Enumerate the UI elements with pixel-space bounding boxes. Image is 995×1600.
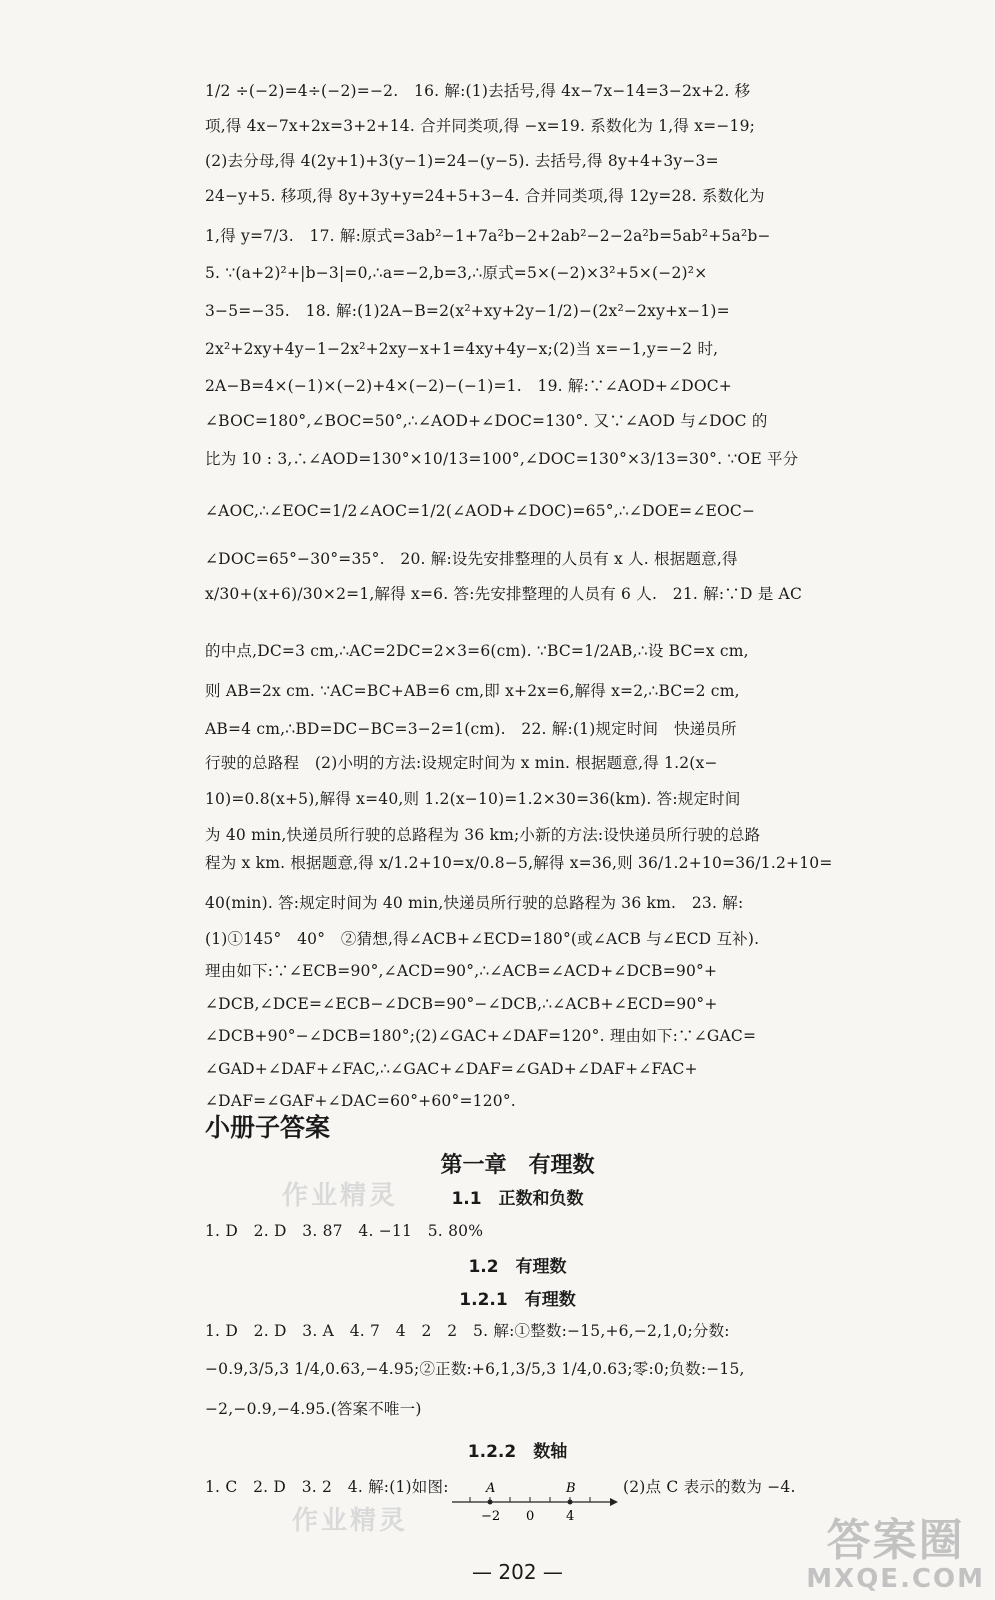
tick-label-neg2: −2 — [481, 1509, 501, 1524]
point-a — [488, 1500, 493, 1505]
tick-label-0: 0 — [526, 1509, 535, 1524]
answer-line: (2)去分母,得 4(2y+1)+3(y−1)=24−(y−5). 去括号,得 8y+4+3y−3= — [205, 152, 719, 170]
answer-line: 5. ∵(a+2)²+|b−3|=0,∴a=−2,b=3,∴原式=5×(−2)×3²+5×(−2)²× — [205, 264, 708, 282]
answer-line: ∠BOC=180°,∠BOC=50°,∴∠AOD+∠DOC=130°. 又∵∠AOD 与∠DOC 的 — [205, 412, 768, 430]
answer-line: 3−5=−35. 18. 解:(1)2A−B=2(x²+xy+2y−1/2)−(2x²−2xy+x−1)= — [205, 302, 730, 320]
answer-line: ∠DOC=65°−30°=35°. 20. 解:设先安排整理的人员有 x 人. 根据题意,得 — [205, 550, 738, 568]
answers-1-2-2-left: 1. C 2. D 3. 2 4. 解:(1)如图: — [205, 1478, 449, 1496]
answer-line: 比为 10 : 3,∴∠AOD=130°×10/13=100°,∠DOC=130°×3/13=30°. ∵OE 平分 — [205, 450, 799, 468]
answer-line: 10)=0.8(x+5),解得 x=40,则 1.2(x−10)=1.2×30=36(km). 答:规定时间 — [205, 790, 741, 808]
answer-line: AB=4 cm,∴BD=DC−BC=3−2=1(cm). 22. 解:(1)规定时间 快递员所 — [205, 720, 737, 738]
section-title-1-2: 1.2 有理数 — [468, 1257, 567, 1277]
answer-line: x/30+(x+6)/30×2=1,解得 x=6. 答:先安排整理的人员有 6 人. 21. 解:∵D 是 AC — [205, 585, 802, 603]
answer-line: 程为 x km. 根据题意,得 x/1.2+10=x/0.8−5,解得 x=36,则 36/1.2+10=36/1.2+10= — [205, 854, 833, 872]
section-title-1-2-2: 1.2.2 数轴 — [467, 1442, 568, 1462]
number-line-figure — [450, 1480, 618, 1526]
answer-line: 24−y+5. 移项,得 8y+3y+y=24+5+3−4. 合并同类项,得 12y=28. 系数化为 — [205, 187, 765, 205]
answer-line: 则 AB=2x cm. ∵AC=BC+AB=6 cm,即 x+2x=6,解得 x=2,∴BC=2 cm, — [205, 682, 740, 700]
answer-line: ∠GAD+∠DAF+∠FAC,∴∠GAC+∠DAF=∠GAD+∠DAF+∠FAC+ — [205, 1060, 698, 1078]
stamp-watermark-top: 作业精灵 — [282, 1181, 399, 1211]
section-title-1-1: 1.1 正数和负数 — [451, 1189, 584, 1209]
answer-line: ∠DCB+90°−∠DCB=180°;(2)∠GAC+∠DAF=120°. 理由如下:∵∠GAC= — [205, 1027, 757, 1045]
answer-line: 的中点,DC=3 cm,∴AC=2DC=2×3=6(cm). ∵BC=1/2AB,∴设 BC=x cm, — [205, 642, 749, 660]
answer-line: 1,得 y=7/3. 17. 解:原式=3ab²−1+7a²b−2+2ab²−2−2a²b=5ab²+5a²b− — [205, 227, 771, 245]
answer-line: 为 40 min,快递员所行驶的总路程为 36 km;小新的方法:设快递员所行驶的总路 — [205, 826, 761, 844]
answer-line: 理由如下:∵∠ECB=90°,∠ACD=90°,∴∠ACB=∠ACD+∠DCB=90°+ — [205, 962, 718, 980]
answer-line: 2A−B=4×(−1)×(−2)+4×(−2)−(−1)=1. 19. 解:∵∠AOD+∠DOC+ — [205, 377, 732, 395]
page-number: — 202 — — [472, 1560, 563, 1584]
chapter-title: 第一章 有理数 — [440, 1153, 595, 1178]
stamp-watermark-bottom: 作业精灵 — [292, 1506, 409, 1536]
answer-line: 行驶的总路程 (2)小明的方法:设规定时间为 x min. 根据题意,得 1.2(x− — [205, 754, 718, 772]
answer-line: ∠DAF=∠GAF+∠DAC=60°+60°=120°. — [205, 1092, 516, 1110]
answer-line: 项,得 4x−7x+2x=3+2+14. 合并同类项,得 −x=19. 系数化为 1,得 x=−19; — [205, 117, 756, 135]
tick-label-4: 4 — [566, 1509, 575, 1524]
label-a: A — [486, 1481, 496, 1496]
answer-line: ∠AOC,∴∠EOC=1/2∠AOC=1/2(∠AOD+∠DOC)=65°,∴∠DOE=∠EOC− — [205, 502, 756, 520]
answer-line: 40(min). 答:规定时间为 40 min,快递员所行驶的总路程为 36 km. 23. 解: — [205, 894, 744, 912]
site-watermark — [806, 1515, 985, 1594]
answer-line: (1)①145° 40° ②猜想,得∠ACB+∠ECD=180°(或∠ACB 与∠ECD 互补). — [205, 930, 760, 948]
answer-line: ∠DCB,∠DCE=∠ECB−∠DCB=90°−∠DCB,∴∠ACB+∠ECD=90°+ — [205, 995, 718, 1013]
answers-1-2-1-line-1: 1. D 2. D 3. A 4. 7 4 2 2 5. 解:①整数:−15,+6,−2,1,0;分数: — [205, 1322, 730, 1340]
label-b: B — [566, 1481, 576, 1496]
answer-line: 1/2 ÷(−2)=4÷(−2)=−2. 16. 解:(1)去括号,得 4x−7x−14=3−2x+2. 移 — [205, 82, 751, 100]
answer-line: 2x²+2xy+4y−1−2x²+2xy−x+1=4xy+4y−x;(2)当 x=−1,y=−2 时, — [205, 340, 719, 358]
booklet-heading: 小册子答案 — [205, 1113, 331, 1142]
section-title-1-2-1: 1.2.1 有理数 — [459, 1290, 576, 1310]
point-b — [568, 1500, 573, 1505]
answers-1-2-2-right: (2)点 C 表示的数为 −4. — [623, 1478, 796, 1496]
answers-1-1: 1. D 2. D 3. 87 4. −11 5. 80% — [205, 1222, 484, 1240]
answers-1-2-1-line-2: −0.9,3/5,3 1/4,0.63,−4.95;②正数:+6,1,3/5,3 1/4,0.63;零:0;负数:−15, — [205, 1360, 745, 1378]
answers-1-2-1-line-3: −2,−0.9,−4.95.(答案不唯一) — [205, 1400, 422, 1418]
watermark-logo: 答案圈 — [826, 1515, 965, 1566]
number-line-arrow — [610, 1498, 618, 1506]
watermark-url: MXQE.COM — [806, 1564, 985, 1594]
